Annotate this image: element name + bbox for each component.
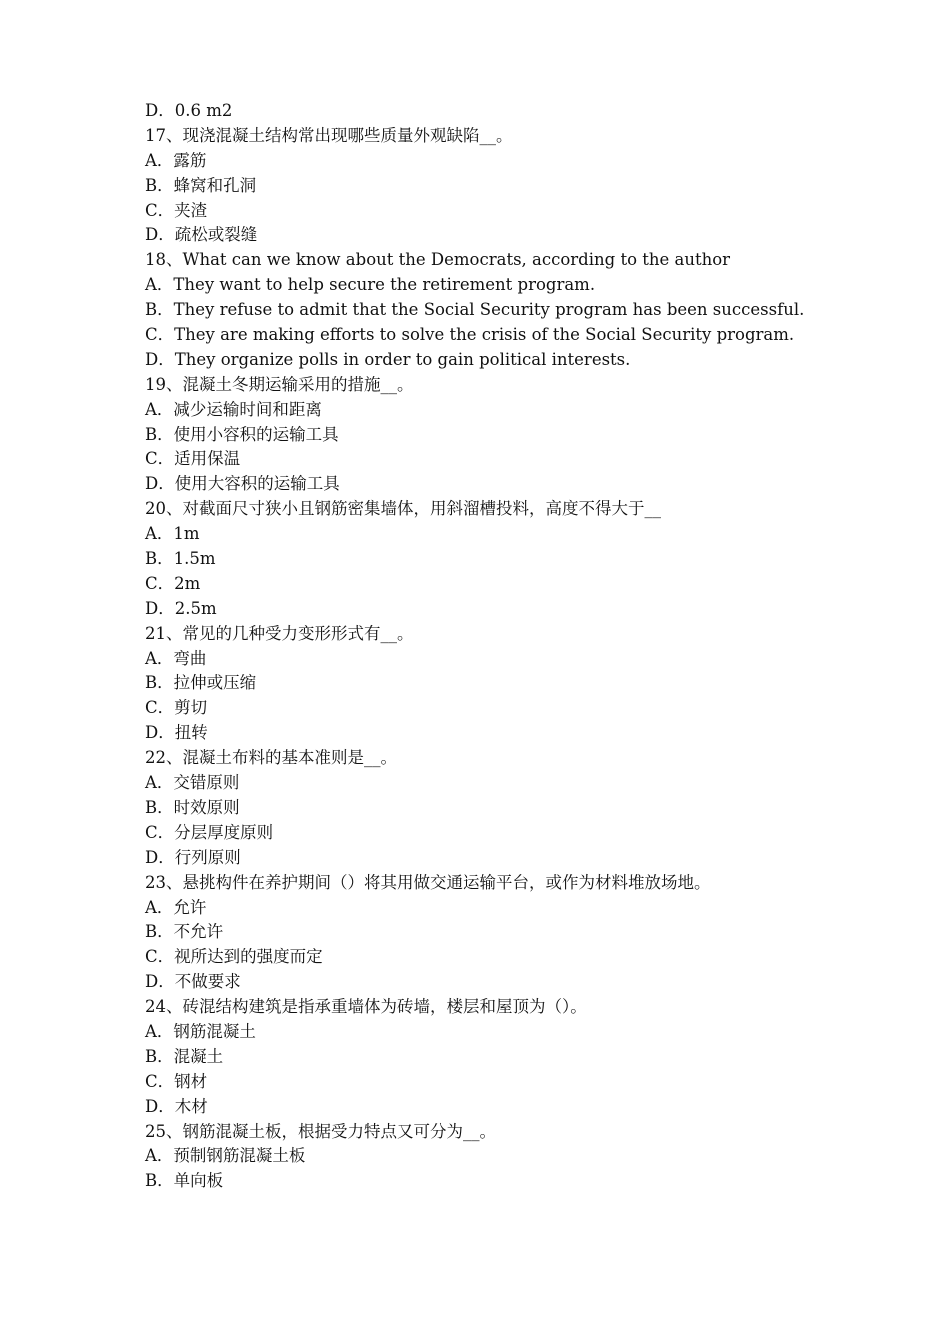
option-b-q22: B．时效原则 bbox=[145, 797, 240, 817]
option-c-q22: C．分层厚度原则 bbox=[145, 822, 274, 842]
option-b-q19: B．使用小容积的运输工具 bbox=[145, 424, 339, 444]
option-b-q21: B．拉伸或压缩 bbox=[145, 673, 257, 693]
option-c-q20: C．2m bbox=[145, 573, 201, 593]
question-21: 21、常见的几种受力变形形式有__。 bbox=[145, 623, 414, 643]
option-a-q24: A．钢筋混凝土 bbox=[145, 1021, 256, 1041]
option-c-q21: C．剪切 bbox=[145, 698, 208, 718]
option-a-q20: A．1m bbox=[145, 524, 200, 544]
question-23: 23、悬挑构件在养护期间（）将其用做交通运输平台，或作为材料堆放场地。 bbox=[145, 872, 711, 892]
option-d-q24: D．木材 bbox=[145, 1096, 208, 1116]
option-c-q24: C．钢材 bbox=[145, 1071, 208, 1091]
option-d-q23: D．不做要求 bbox=[145, 972, 241, 992]
option-a-q21: A．弯曲 bbox=[145, 648, 207, 668]
option-b-q17: B．蜂窝和孔洞 bbox=[145, 175, 257, 195]
question-list bbox=[145, 99, 845, 1194]
option-d-q17: D．疏松或裂缝 bbox=[145, 225, 258, 245]
option-a-q25: A．预制钢筋混凝土板 bbox=[145, 1146, 306, 1166]
option-d-q22: D．行列原则 bbox=[145, 847, 241, 867]
option-c-q19: C．适用保温 bbox=[145, 449, 241, 469]
option-c-q23: C．视所达到的强度而定 bbox=[145, 947, 323, 967]
question-24: 24、砖混结构建筑是指承重墙体为砖墙，楼层和屋顶为（）。 bbox=[145, 997, 587, 1017]
question-25: 25、钢筋混凝土板，根据受力特点又可分为__。 bbox=[145, 1121, 496, 1141]
option-a-q18: A．They want to help secure the retirement program. bbox=[145, 275, 596, 295]
option-a-q17: A．露筋 bbox=[145, 150, 207, 170]
option-d-q21: D．扭转 bbox=[145, 723, 208, 743]
option-d-q16: D．0.6 m2 bbox=[145, 101, 233, 120]
option-b-q25: B．单向板 bbox=[145, 1171, 224, 1191]
option-a-q23: A．允许 bbox=[145, 897, 207, 917]
option-b-q20: B．1.5m bbox=[145, 549, 216, 569]
option-d-q20: D．2.5m bbox=[145, 598, 217, 618]
option-c-q18: C．They are making efforts to solve the crisis of the Social Security program. bbox=[145, 325, 795, 345]
option-a-q22: A．交错原则 bbox=[145, 773, 240, 793]
question-17: 17、现浇混凝土结构常出现哪些质量外观缺陷__。 bbox=[145, 125, 513, 145]
question-19: 19、混凝土冬期运输采用的措施__。 bbox=[145, 374, 414, 394]
question-22: 22、混凝土布料的基本准则是__。 bbox=[145, 748, 397, 768]
option-b-q24: B．混凝土 bbox=[145, 1046, 224, 1066]
option-a-q19: A．减少运输时间和距离 bbox=[145, 399, 322, 419]
question-20: 20、对截面尺寸狭小且钢筋密集墙体，用斜溜槽投料，高度不得大于__ bbox=[145, 499, 661, 519]
option-c-q17: C．夹渣 bbox=[145, 200, 208, 220]
option-b-q18: B．They refuse to admit that the Social Security program has been successful. bbox=[145, 300, 805, 320]
question-18: 18、What can we know about the Democrats, according to the author bbox=[145, 250, 731, 270]
option-d-q19: D．使用大容积的运输工具 bbox=[145, 474, 340, 494]
option-d-q18: D．They organize polls in order to gain political interests. bbox=[145, 349, 631, 369]
option-b-q23: B．不允许 bbox=[145, 922, 224, 942]
